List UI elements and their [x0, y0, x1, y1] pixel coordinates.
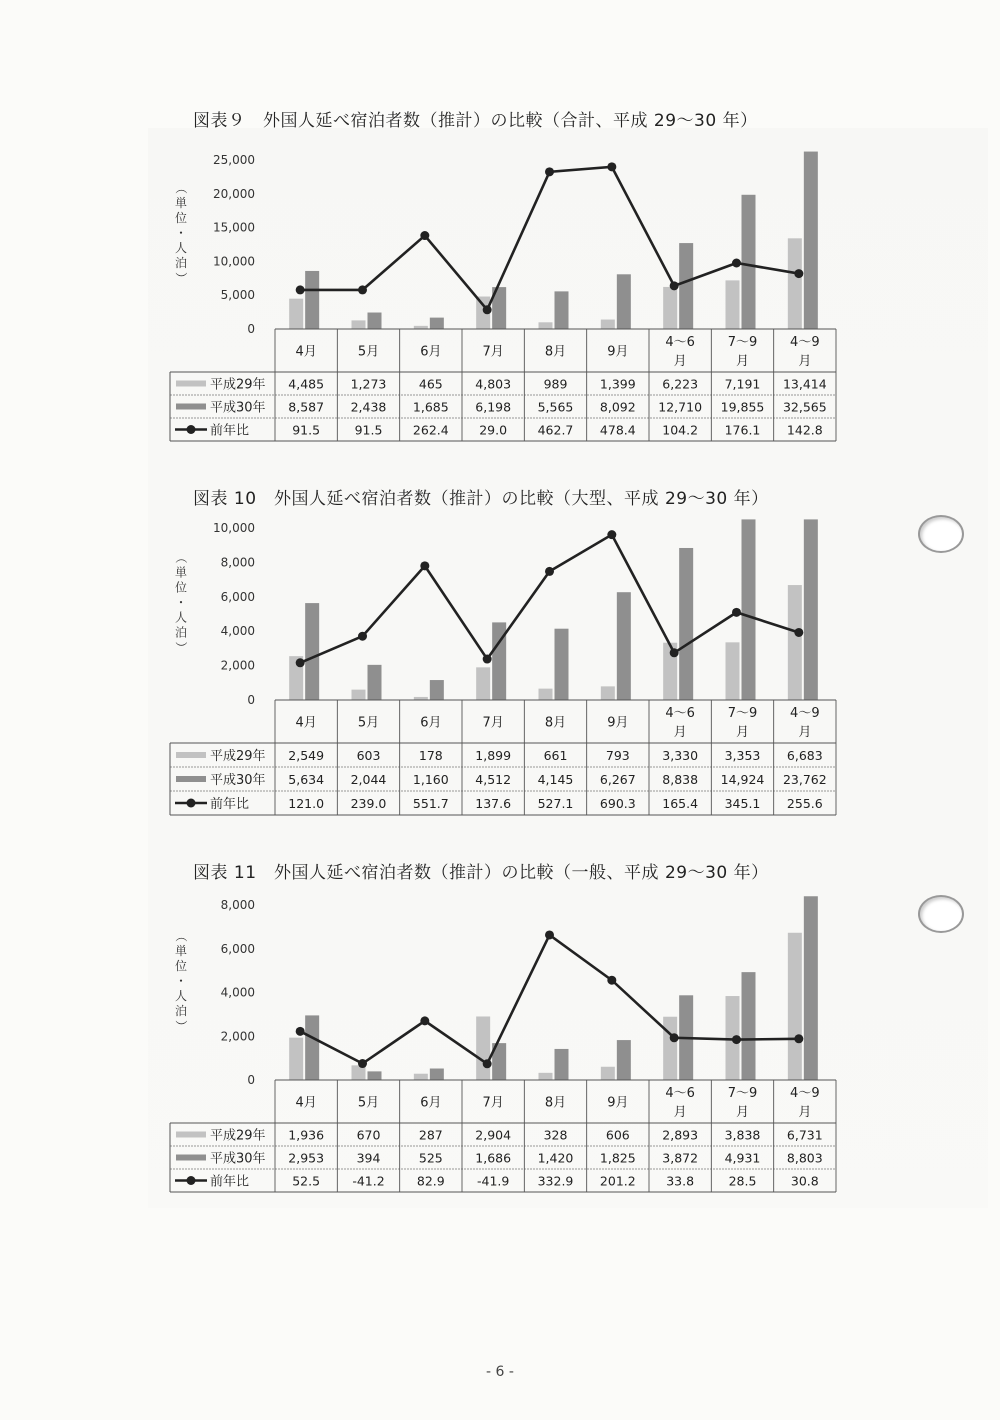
data-label: 8,092 [599, 399, 636, 415]
x-tick-label: 7月 [482, 715, 504, 731]
x-tick-label: 5月 [357, 715, 380, 731]
data-label: 4,512 [475, 772, 512, 787]
y-axis-label: （ [174, 181, 188, 195]
data-label: 345.1 [724, 796, 761, 811]
y-tick-label: 6,000 [220, 941, 255, 956]
ratio-point [794, 1034, 803, 1043]
x-tick-label: 月 [735, 1105, 750, 1120]
bar-h30 [555, 1049, 569, 1080]
figure-10 [0, 478, 1000, 823]
data-label: 525 [418, 1150, 443, 1166]
x-tick-label: 月 [673, 725, 687, 740]
bar-h29 [788, 585, 802, 700]
data-label: 14,924 [720, 772, 765, 787]
data-label: -41.9 [476, 1173, 510, 1189]
x-tick-label: 4月 [295, 344, 317, 360]
x-tick-label: 9月 [607, 344, 629, 360]
page-number: - 6 - [486, 1364, 514, 1380]
data-label: 30.8 [790, 1173, 819, 1189]
data-label: 176.1 [724, 422, 761, 438]
data-label: 121.0 [288, 796, 325, 811]
bar-h29 [601, 320, 615, 329]
data-label: 29.0 [479, 422, 508, 438]
ratio-point [607, 530, 616, 539]
y-tick-label: 2,000 [220, 1029, 255, 1044]
y-axis-label: 人 [174, 610, 188, 625]
data-label: 91.5 [292, 422, 321, 438]
y-tick-label: 4,000 [220, 624, 255, 639]
x-tick-label: 月 [735, 354, 750, 369]
data-label: -41.2 [352, 1173, 385, 1189]
bar-h29 [601, 1067, 615, 1080]
y-axis-label: 単 [174, 944, 188, 958]
ratio-point [420, 231, 429, 240]
ratio-point [732, 1035, 741, 1044]
legend-label: 平成29年 [210, 749, 266, 764]
bar-h30 [305, 603, 319, 700]
data-label: 1,399 [599, 376, 636, 392]
y-tick-label: 25,000 [213, 153, 255, 167]
bar-h30 [368, 313, 382, 329]
bar-h30 [555, 291, 569, 329]
legend-label: 平成30年 [210, 773, 266, 788]
data-label: 2,893 [662, 1127, 699, 1143]
data-label: 2,953 [288, 1150, 325, 1166]
ratio-point [358, 285, 367, 294]
bar-h29 [476, 667, 490, 700]
bar-h30 [555, 629, 569, 700]
data-label: 2,044 [350, 772, 387, 787]
y-tick-label: 10,000 [213, 521, 255, 535]
bar-h29 [414, 1074, 428, 1080]
x-tick-label: 9月 [607, 1095, 629, 1111]
bar-h29 [539, 1073, 553, 1080]
data-label: 551.7 [412, 796, 449, 811]
data-label: 6,731 [786, 1127, 823, 1143]
data-label: 2,904 [475, 1127, 512, 1143]
x-tick-label: 4～9 [790, 706, 820, 721]
bar-h30 [430, 680, 444, 700]
ratio-point [296, 658, 305, 667]
x-tick-label: 7～9 [727, 706, 758, 721]
ratio-point [670, 1033, 679, 1042]
y-axis-label: ・ [174, 595, 188, 610]
legend-marker [187, 799, 196, 808]
data-label: 28.5 [728, 1173, 757, 1189]
bar-h30 [430, 1069, 444, 1080]
ratio-point [358, 632, 367, 641]
x-tick-label: 7～9 [727, 1086, 758, 1101]
data-label: 33.8 [666, 1173, 695, 1189]
legend-label: 平成30年 [210, 400, 266, 416]
y-axis-label: 人 [174, 989, 188, 1003]
x-tick-label: 5月 [357, 1095, 380, 1111]
data-label: 91.5 [354, 422, 383, 438]
y-tick-label: 5,000 [220, 288, 255, 303]
legend-label: 平成29年 [210, 1128, 266, 1144]
y-tick-label: 8,000 [220, 898, 255, 912]
data-label: 137.6 [475, 796, 512, 811]
data-label: 1,936 [288, 1127, 325, 1143]
y-tick-label: 0 [247, 693, 255, 707]
bar-h29 [352, 320, 366, 329]
y-tick-label: 0 [247, 322, 255, 336]
data-label: 328 [543, 1127, 568, 1143]
ratio-point [732, 608, 741, 617]
bar-h30 [804, 152, 818, 329]
bar-h30 [742, 519, 756, 700]
data-label: 1,273 [350, 376, 387, 392]
data-label: 3,838 [724, 1127, 761, 1143]
x-tick-label: 8月 [544, 344, 567, 360]
data-label: 104.2 [662, 422, 699, 438]
data-label: 2,438 [350, 399, 387, 415]
y-axis-label: ） [174, 641, 188, 654]
data-label: 4,803 [475, 376, 512, 392]
x-tick-label: 月 [735, 725, 750, 740]
bar-h30 [617, 592, 631, 700]
bar-h29 [476, 1016, 490, 1080]
y-tick-label: 6,000 [220, 589, 255, 604]
data-label: 1,899 [475, 748, 512, 763]
data-label: 7,191 [724, 376, 761, 392]
x-tick-label: 月 [798, 354, 812, 369]
data-label: 465 [418, 376, 443, 392]
bar-h29 [788, 238, 802, 329]
data-label: 462.7 [537, 422, 574, 438]
bar-h30 [804, 896, 818, 1080]
x-tick-label: 4～6 [665, 1086, 695, 1101]
legend-label: 平成30年 [210, 1151, 266, 1167]
ratio-point [296, 285, 305, 294]
data-label: 8,803 [786, 1150, 823, 1166]
x-tick-label: 7月 [482, 1095, 504, 1111]
x-tick-label: 4月 [295, 715, 317, 731]
bar-h29 [289, 299, 303, 329]
legend-label: 前年比 [210, 1174, 250, 1190]
x-tick-label: 6月 [420, 1095, 442, 1111]
data-label: 4,485 [288, 376, 325, 392]
x-tick-label: 5月 [357, 344, 380, 360]
data-label: 262.4 [412, 422, 449, 438]
data-label: 3,872 [662, 1150, 699, 1166]
legend-label: 平成29年 [210, 377, 266, 393]
chart-title: 図表 10 外国人延べ宿泊者数（推計）の比較（大型、平成 29～30 年） [193, 489, 769, 509]
bar-h30 [368, 665, 382, 700]
y-tick-label: 4,000 [220, 985, 255, 1000]
x-tick-label: 7月 [482, 344, 504, 360]
bar-h30 [617, 274, 631, 329]
x-tick-label: 9月 [607, 715, 629, 731]
data-label: 6,198 [475, 399, 512, 415]
bar-h30 [804, 519, 818, 700]
ratio-point [670, 281, 679, 290]
data-label: 3,330 [662, 748, 699, 763]
data-label: 12,710 [658, 399, 703, 415]
chart-title: 図表 11 外国人延べ宿泊者数（推計）の比較（一般、平成 29～30 年） [193, 863, 769, 883]
bar-h30 [305, 1015, 319, 1080]
data-label: 527.1 [537, 796, 574, 811]
y-axis-label: 単 [174, 196, 188, 210]
bar-h30 [742, 972, 756, 1080]
bar-h30 [430, 318, 444, 329]
data-label: 1,685 [412, 399, 449, 415]
bar-h30 [305, 271, 319, 329]
data-label: 661 [543, 748, 568, 763]
y-tick-label: 10,000 [213, 254, 255, 269]
y-axis-label: （ [174, 551, 188, 564]
figure-11 [0, 852, 1000, 1202]
ratio-point [607, 976, 616, 985]
y-axis-label: ・ [174, 974, 188, 988]
x-tick-label: 4～6 [665, 706, 695, 721]
legend-swatch [176, 752, 206, 758]
ratio-point [794, 269, 803, 278]
y-tick-label: 0 [247, 1073, 255, 1087]
data-label: 332.9 [537, 1173, 574, 1189]
bar-h30 [679, 243, 693, 329]
data-label: 165.4 [662, 796, 699, 811]
data-label: 394 [356, 1150, 381, 1166]
data-label: 239.0 [350, 796, 387, 811]
ratio-point [296, 1027, 305, 1036]
data-label: 178 [418, 748, 443, 763]
x-tick-label: 6月 [420, 715, 442, 731]
ratio-point [483, 655, 492, 664]
bar-h30 [679, 548, 693, 700]
data-label: 1,420 [537, 1150, 574, 1166]
bar-h29 [663, 287, 677, 329]
x-tick-label: 4～6 [665, 335, 695, 350]
ratio-point [358, 1059, 367, 1068]
legend-swatch [176, 1132, 206, 1138]
x-tick-label: 月 [798, 1105, 812, 1120]
x-tick-label: 4月 [295, 1095, 317, 1111]
bar-h30 [742, 195, 756, 329]
data-label: 8,587 [288, 399, 325, 415]
ratio-point [670, 648, 679, 657]
data-label: 201.2 [599, 1173, 636, 1189]
y-tick-label: 15,000 [213, 220, 255, 235]
legend-label: 前年比 [210, 797, 250, 812]
chart-title: 図表９ 外国人延べ宿泊者数（推計）の比較（合計、平成 29～30 年） [193, 111, 758, 131]
bar-h29 [663, 1017, 677, 1080]
figure-9 [0, 100, 1000, 452]
x-tick-label: 月 [673, 354, 687, 369]
ratio-point [732, 259, 741, 268]
data-label: 5,634 [288, 772, 325, 787]
y-axis-label: ） [174, 271, 188, 285]
bar-h30 [368, 1071, 382, 1080]
y-axis-label: 人 [174, 241, 188, 255]
ratio-point [483, 305, 492, 314]
legend-label: 前年比 [210, 423, 250, 439]
legend-marker [187, 425, 196, 434]
bar-h29 [289, 1038, 303, 1080]
x-tick-label: 4～9 [790, 1086, 820, 1101]
legend-swatch [176, 381, 206, 387]
data-label: 19,855 [720, 399, 765, 415]
bar-h29 [788, 933, 802, 1080]
bar-h29 [539, 322, 553, 329]
data-label: 52.5 [292, 1173, 321, 1189]
y-tick-label: 2,000 [220, 658, 255, 673]
data-label: 478.4 [599, 422, 636, 438]
data-label: 82.9 [416, 1173, 445, 1189]
y-axis-label: 位 [174, 211, 188, 225]
data-label: 6,683 [786, 748, 823, 763]
ratio-point [545, 167, 554, 176]
data-label: 287 [418, 1127, 443, 1143]
y-axis-label: （ [174, 929, 188, 943]
chart-figure-11 [0, 852, 1000, 1202]
data-label: 3,353 [724, 748, 761, 763]
data-label: 1,686 [475, 1150, 512, 1166]
y-axis-label: ・ [174, 226, 188, 240]
data-label: 606 [605, 1127, 630, 1143]
data-label: 670 [356, 1127, 381, 1143]
ratio-point [420, 1016, 429, 1025]
ratio-point [545, 930, 554, 939]
data-label: 793 [605, 748, 630, 763]
chart-figure-9 [0, 100, 1000, 452]
y-axis-label: ） [174, 1019, 188, 1033]
x-tick-label: 6月 [420, 344, 442, 360]
data-label: 4,931 [724, 1150, 761, 1166]
data-label: 1,160 [412, 772, 449, 787]
y-axis-label: 泊 [174, 1004, 188, 1018]
x-tick-label: 4～9 [790, 335, 820, 350]
y-axis-label: 位 [174, 580, 188, 595]
data-label: 8,838 [662, 772, 699, 787]
ratio-point [794, 628, 803, 637]
x-tick-label: 8月 [544, 1095, 567, 1111]
bar-h29 [726, 280, 740, 329]
x-tick-label: 8月 [544, 715, 567, 731]
y-tick-label: 20,000 [213, 186, 255, 201]
x-tick-label: 月 [798, 725, 812, 740]
ratio-point [483, 1059, 492, 1068]
legend-swatch [176, 404, 206, 410]
ratio-point [420, 561, 429, 570]
data-label: 6,267 [599, 772, 636, 787]
y-axis-label: 位 [174, 959, 188, 973]
data-label: 603 [356, 748, 381, 763]
data-label: 5,565 [537, 399, 574, 415]
data-label: 255.6 [786, 796, 823, 811]
data-label: 690.3 [599, 796, 636, 811]
bar-h29 [352, 690, 366, 700]
ratio-line [300, 535, 799, 663]
ratio-point [545, 567, 554, 576]
y-axis-label: 泊 [174, 625, 188, 640]
y-axis-label: 泊 [174, 256, 188, 270]
data-label: 4,145 [537, 772, 574, 787]
x-tick-label: 月 [673, 1105, 687, 1120]
bar-h29 [539, 689, 553, 700]
data-label: 2,549 [288, 748, 325, 763]
bar-h30 [617, 1040, 631, 1080]
chart-figure-10 [0, 478, 1000, 823]
data-label: 23,762 [782, 772, 827, 787]
data-label: 32,565 [782, 399, 827, 415]
legend-marker [187, 1176, 196, 1185]
x-tick-label: 7～9 [727, 335, 758, 350]
bar-h29 [601, 686, 615, 700]
data-label: 6,223 [662, 376, 699, 392]
bar-h29 [726, 642, 740, 700]
data-label: 142.8 [786, 422, 823, 438]
ratio-line [300, 167, 799, 310]
ratio-line [300, 935, 799, 1064]
ratio-point [607, 162, 616, 171]
y-axis-label: 単 [174, 565, 188, 580]
legend-swatch [176, 1155, 206, 1161]
data-label: 13,414 [782, 376, 827, 392]
y-tick-label: 8,000 [220, 555, 255, 570]
data-label: 989 [543, 376, 568, 392]
data-label: 1,825 [599, 1150, 636, 1166]
legend-swatch [176, 776, 206, 782]
